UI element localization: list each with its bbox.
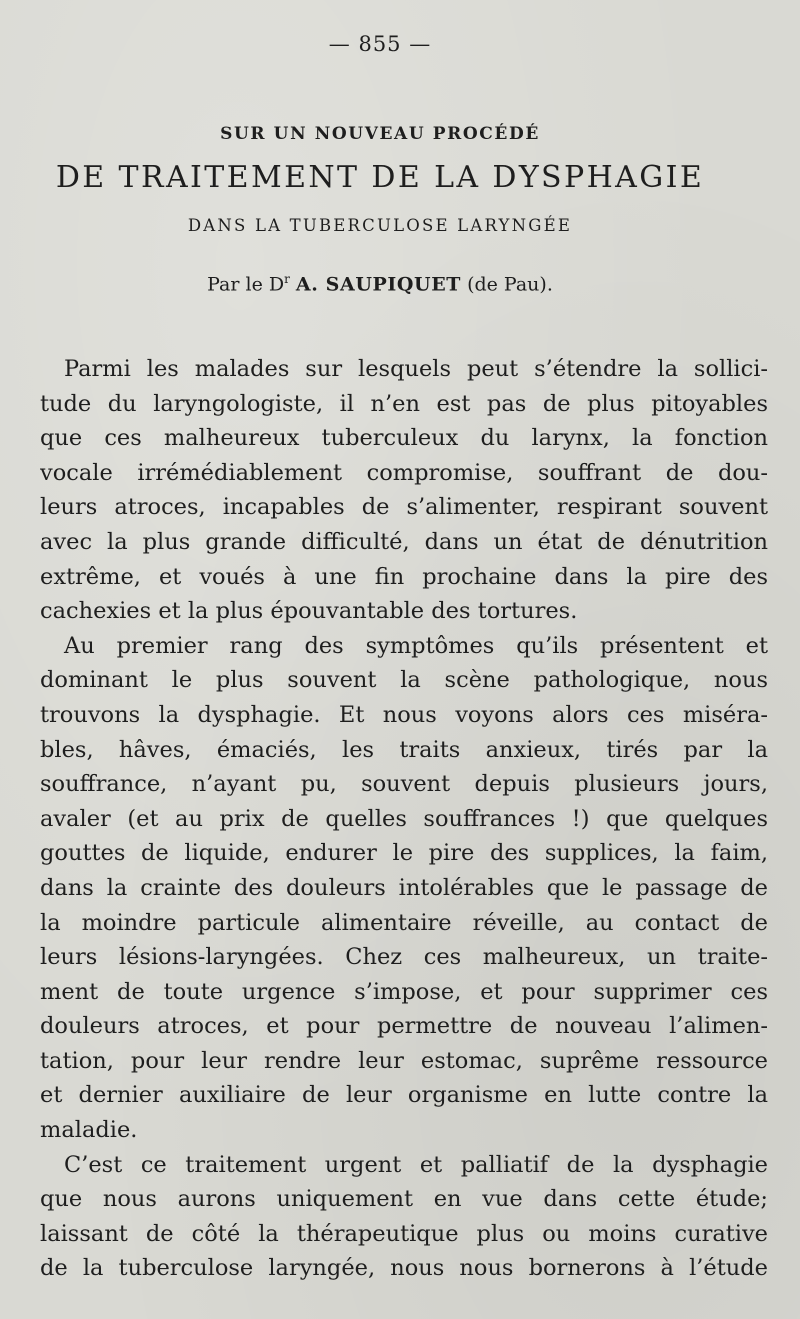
text-line: de la tuberculose laryngée, nous nous bornerons à l’étude xyxy=(40,1255,768,1282)
text-line: ment de toute urgence s’impose, et pour supprimer ces xyxy=(40,978,768,1005)
text-line: cachexies et la plus épouvantable des tortures. xyxy=(40,598,578,625)
text-line: souffrance, n’ayant pu, souvent depuis plusieurs jours, xyxy=(40,771,768,798)
text-line: Au premier rang des symptômes qu’ils présentent et xyxy=(64,632,768,659)
text-line: leurs lésions-laryngées. Chez ces malheureux, un traite- xyxy=(40,944,768,971)
text-line: la moindre particule alimentaire réveille, au contact de xyxy=(40,909,768,936)
text-line: tude du laryngologiste, il n’en est pas de plus pitoyables xyxy=(40,390,768,417)
byline-author: A. SAUPIQUET xyxy=(295,273,462,296)
text-line: dans la crainte des douleurs intolérables que le passage de xyxy=(40,874,768,901)
text-line: que nous aurons uniquement en vue dans cette étude; xyxy=(40,1186,768,1213)
title-line-2: DE TRAITEMENT DE LA DYSPHAGIE xyxy=(55,160,705,195)
text-line: laissant de côté la thérapeutique plus ou moins curative xyxy=(40,1220,768,1247)
text-line: trouvons la dysphagie. Et nous voyons alors ces miséra- xyxy=(40,701,768,728)
text-line: maladie. xyxy=(40,1117,138,1144)
text-line: leurs atroces, incapables de s’alimenter, respirant souvent xyxy=(40,494,768,521)
text-line: tation, pour leur rendre leur estomac, suprême ressource xyxy=(40,1047,768,1074)
title-line-3: DANS LA TUBERCULOSE LARYNGÉE xyxy=(187,216,573,235)
text-line: extrême, et voués à une fin prochaine dans la pire des xyxy=(40,563,768,590)
text-line: gouttes de liquide, endurer le pire des supplices, la faim, xyxy=(40,840,768,867)
text-line: vocale irrémédiablement compromise, souffrant de dou- xyxy=(40,459,768,486)
text-line: bles, hâves, émaciés, les traits anxieux, tirés par la xyxy=(40,736,768,763)
text-line: que ces malheureux tuberculeux du larynx, la fonction xyxy=(40,425,768,452)
text-line: douleurs atroces, et pour permettre de nouveau l’alimen- xyxy=(40,1013,768,1040)
text-line: avaler (et au prix de quelles souffrances !) que quelques xyxy=(40,805,768,832)
text-line: Parmi les malades sur lesquels peut s’étendre la sollici- xyxy=(64,356,768,382)
body-text xyxy=(40,352,768,1286)
text-line: C’est ce traitement urgent et palliatif de la dysphagie xyxy=(64,1151,768,1178)
title-line-1: SUR UN NOUVEAU PROCÉDÉ xyxy=(220,124,540,144)
text-line: avec la plus grande difficulté, dans un état de dénutrition xyxy=(40,528,768,555)
text-line: et dernier auxiliaire de leur organisme en lutte contre la xyxy=(40,1082,768,1109)
text-line: dominant le plus souvent la scène pathologique, nous xyxy=(40,667,768,694)
byline-suffix: (de Pau). xyxy=(467,273,553,296)
page-number: — 855 — xyxy=(328,32,432,56)
byline-sup: r xyxy=(284,272,290,286)
byline xyxy=(0,272,760,295)
byline-prefix: Par le D xyxy=(207,273,285,296)
